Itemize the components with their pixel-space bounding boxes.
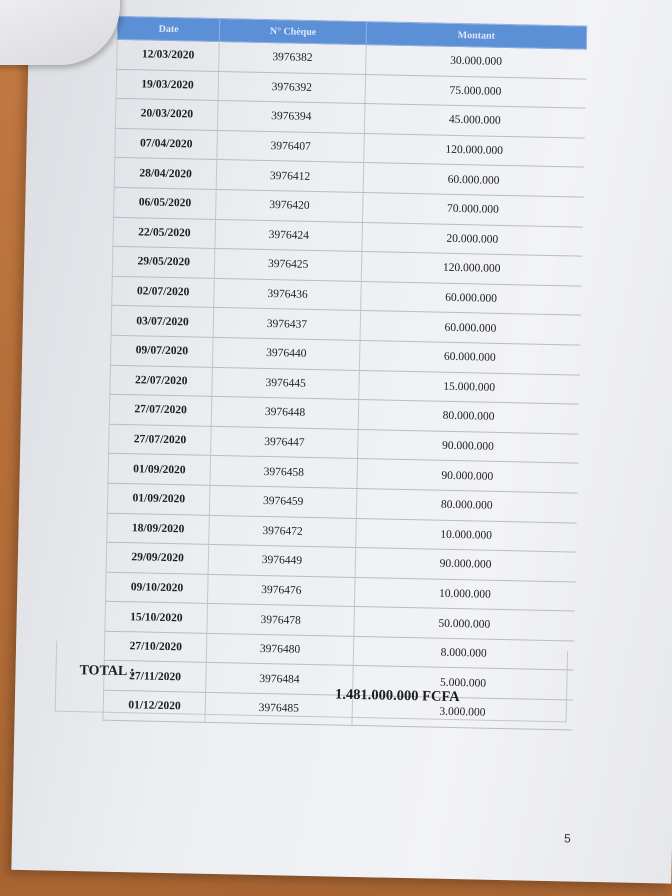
cell-date: 27/11/2020 xyxy=(104,661,207,693)
cell-date: 20/03/2020 xyxy=(115,99,218,131)
cell-amount: 120.000.000 xyxy=(364,133,585,167)
cell-date: 07/04/2020 xyxy=(115,128,218,160)
cell-amount: 10.000.000 xyxy=(355,518,576,552)
cell-cheque-number: 3976478 xyxy=(207,604,354,637)
cell-cheque-number: 3976476 xyxy=(208,574,355,607)
cell-date: 09/10/2020 xyxy=(106,572,209,604)
cell-date: 03/07/2020 xyxy=(111,306,214,338)
cell-cheque-number: 3976480 xyxy=(207,633,354,666)
cell-cheque-number: 3976394 xyxy=(218,101,365,134)
cell-amount: 5.000.000 xyxy=(352,666,573,700)
cell-cheque-number: 3976458 xyxy=(210,456,357,489)
cell-amount: 30.000.000 xyxy=(365,45,586,79)
cell-amount: 10.000.000 xyxy=(354,577,575,611)
cell-date: 01/09/2020 xyxy=(108,454,211,486)
cell-amount: 90.000.000 xyxy=(355,548,576,582)
cell-amount: 80.000.000 xyxy=(358,400,579,434)
cell-date: 22/07/2020 xyxy=(110,365,213,397)
cell-cheque-number: 3976437 xyxy=(213,308,360,341)
cell-amount: 90.000.000 xyxy=(357,459,578,493)
cell-date: 27/07/2020 xyxy=(109,394,212,426)
table-footer-frame xyxy=(55,641,568,723)
cell-date: 01/12/2020 xyxy=(103,690,206,722)
cell-amount: 3.000.000 xyxy=(352,695,573,729)
cell-amount: 80.000.000 xyxy=(356,488,577,522)
column-header-cheque-number: N° Chèque xyxy=(220,18,367,44)
cell-date: 29/09/2020 xyxy=(106,542,209,574)
cell-date: 18/09/2020 xyxy=(107,513,210,545)
cell-date: 19/03/2020 xyxy=(116,69,219,101)
cell-cheque-number: 3976420 xyxy=(216,189,363,222)
cell-cheque-number: 3976412 xyxy=(216,160,363,193)
cell-cheque-number: 3976382 xyxy=(219,41,366,74)
cell-amount: 60.000.000 xyxy=(363,163,584,197)
page-number: 5 xyxy=(563,831,571,846)
cell-date: 06/05/2020 xyxy=(114,187,217,219)
cell-cheque-number: 3976392 xyxy=(218,71,365,104)
cell-cheque-number: 3976425 xyxy=(215,249,362,282)
cheque-table xyxy=(103,16,588,730)
cell-cheque-number: 3976448 xyxy=(212,397,359,430)
cell-amount: 60.000.000 xyxy=(360,311,581,345)
cell-date: 02/07/2020 xyxy=(112,276,215,308)
cell-cheque-number: 3976484 xyxy=(206,663,353,696)
cell-amount: 15.000.000 xyxy=(359,370,580,404)
document-page xyxy=(11,0,672,884)
cell-amount: 120.000.000 xyxy=(361,252,582,286)
cell-amount: 50.000.000 xyxy=(354,607,575,641)
cell-date: 27/07/2020 xyxy=(109,424,212,456)
cell-date: 22/05/2020 xyxy=(113,217,216,249)
cell-cheque-number: 3976459 xyxy=(210,485,357,518)
cell-amount: 45.000.000 xyxy=(364,104,585,138)
cell-cheque-number: 3976447 xyxy=(211,426,358,459)
column-header-date: Date xyxy=(117,16,220,41)
cell-cheque-number: 3976485 xyxy=(205,692,352,725)
cell-date: 28/04/2020 xyxy=(114,158,217,190)
cell-cheque-number: 3976449 xyxy=(208,544,355,577)
cell-amount: 60.000.000 xyxy=(360,281,581,315)
cell-amount: 60.000.000 xyxy=(359,340,580,374)
cell-amount: 75.000.000 xyxy=(365,74,586,108)
cell-date: 29/05/2020 xyxy=(112,246,215,278)
cell-cheque-number: 3976472 xyxy=(209,515,356,548)
cell-cheque-number: 3976445 xyxy=(212,367,359,400)
cell-amount: 70.000.000 xyxy=(362,192,583,226)
cell-amount: 90.000.000 xyxy=(357,429,578,463)
cell-date: 09/07/2020 xyxy=(110,335,213,367)
cell-amount: 20.000.000 xyxy=(362,222,583,256)
column-header-amount: Montant xyxy=(366,22,587,50)
cell-date: 12/03/2020 xyxy=(117,39,220,71)
total-label: TOTAL : xyxy=(79,663,135,680)
cell-date: 01/09/2020 xyxy=(107,483,210,515)
cell-cheque-number: 3976407 xyxy=(217,130,364,163)
cell-cheque-number: 3976424 xyxy=(215,219,362,252)
total-value: 1.481.000.000 FCFA xyxy=(334,686,460,706)
cell-date: 15/10/2020 xyxy=(105,601,208,633)
cell-cheque-number: 3976436 xyxy=(214,278,361,311)
cell-date: 27/10/2020 xyxy=(104,631,207,663)
cell-cheque-number: 3976440 xyxy=(213,337,360,370)
cell-amount: 8.000.000 xyxy=(353,636,574,670)
